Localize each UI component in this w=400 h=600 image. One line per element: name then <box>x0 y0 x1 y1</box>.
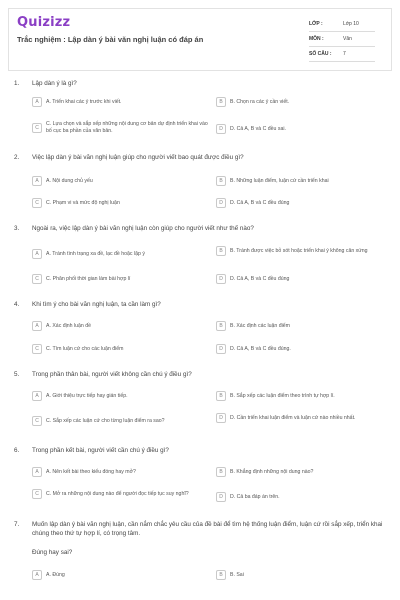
option-letter: D <box>216 344 226 354</box>
option-text: C. Phân phối thời gian làm bài hợp lí <box>46 275 131 282</box>
option-letter: C <box>32 416 42 426</box>
option-letter: A <box>32 467 42 477</box>
meta-class-label: LỚP : <box>309 21 323 27</box>
question-text: Trong phần kết bài, người viết cần chú ý điều gì? <box>32 447 169 454</box>
meta-count-label: SỐ CÂU : <box>309 51 332 57</box>
option-text: A. Xác định luận đề <box>46 322 91 329</box>
option-letter: B <box>216 391 226 401</box>
option-letter: D <box>216 413 226 423</box>
option-d[interactable] <box>216 198 386 208</box>
meta-count <box>309 47 375 62</box>
option-text: B. Sắp xếp các luận điểm theo trình tự hợp lí. <box>230 392 335 399</box>
option-text: A. Nội dung chủ yếu <box>46 177 93 184</box>
option-text: C. Phạm vi và mức độ nghị luận <box>46 199 120 206</box>
option-text: B. Những luận điểm, luận cứ cần triển khai <box>230 177 329 184</box>
question-number: 3. <box>14 225 20 232</box>
option-text: C. Mở ra những nội dung nào để người đọc tiếp tục suy nghĩ? <box>46 490 189 497</box>
question-prompt: Đúng hay sai? <box>32 549 73 556</box>
option-c[interactable] <box>32 121 212 134</box>
question-number: 6. <box>14 447 20 454</box>
meta-subject-label: MÔN : <box>309 36 324 42</box>
option-letter: B <box>216 176 226 186</box>
meta-class <box>309 17 375 32</box>
option-text: D. Cần triển khai luận điểm và luận cứ nào nhiều nhất. <box>230 414 356 421</box>
option-text: C. Lựa chọn và sắp xếp những nội dung cơ bản dự định triển khai vào bố cục ba phần của văn bản. <box>46 121 208 134</box>
option-a[interactable] <box>32 97 202 107</box>
question-text: Trong phần thân bài, người viết không cần chú ý điều gì? <box>32 371 192 378</box>
worksheet-meta <box>309 17 375 62</box>
option-b[interactable] <box>216 97 386 107</box>
question-number: 1. <box>14 80 20 87</box>
option-text: A. Tránh tình trạng xa đề, lạc đề hoặc lặp ý <box>46 250 145 257</box>
option-letter: D <box>216 274 226 284</box>
option-letter: A <box>32 249 42 259</box>
question-number: 5. <box>14 371 20 378</box>
question-number: 4. <box>14 301 20 308</box>
option-text: D. Cả A, B và C đều đúng. <box>230 345 291 352</box>
option-b[interactable] <box>216 570 386 580</box>
option-a[interactable] <box>32 321 202 331</box>
option-text: D. Cả A, B và C đều sai. <box>230 125 286 132</box>
option-text: C. Sắp xếp các luận cứ cho từng luận điểm ra sao? <box>46 417 165 424</box>
option-letter: A <box>32 391 42 401</box>
option-letter: A <box>32 176 42 186</box>
option-letter: B <box>216 321 226 331</box>
option-letter: D <box>216 492 226 502</box>
question-text: Việc lập dàn ý bài văn nghị luận giúp cho người viết bao quát được điều gì? <box>32 154 244 161</box>
question-text: Ngoài ra, việc lập dàn ý bài văn nghị luận còn giúp cho người viết như thế nào? <box>32 225 254 232</box>
option-d[interactable] <box>216 274 386 284</box>
quizizz-logo: Quizizz <box>17 15 71 30</box>
option-c[interactable] <box>32 274 202 284</box>
option-letter: C <box>32 198 42 208</box>
option-text: D. Cả ba đáp án trên. <box>230 493 280 500</box>
option-letter: B <box>216 97 226 107</box>
option-c[interactable] <box>32 198 202 208</box>
option-letter: A <box>32 321 42 331</box>
option-letter: C <box>32 123 42 133</box>
question-number: 2. <box>14 154 20 161</box>
worksheet-header <box>8 8 392 71</box>
option-text: B. Xác định các luận điểm <box>230 322 290 329</box>
option-b[interactable] <box>216 246 386 256</box>
option-a[interactable] <box>32 467 202 477</box>
option-a[interactable] <box>32 176 202 186</box>
question-text: Khi tìm ý cho bài văn nghị luận, ta cần làm gì? <box>32 301 161 308</box>
option-d[interactable] <box>216 344 386 354</box>
option-d[interactable] <box>216 124 386 134</box>
option-c[interactable] <box>32 489 212 499</box>
option-text: B. Tránh được việc bỏ sót hoặc triển khai ý không cân xứng <box>230 247 368 254</box>
meta-class-value: Lớp 10 <box>343 21 359 27</box>
option-letter: C <box>32 489 42 499</box>
meta-subject-value: Văn <box>343 36 352 42</box>
option-d[interactable] <box>216 492 386 502</box>
option-text: A. Nên kết bài theo kiểu đóng hay mở? <box>46 468 136 475</box>
option-c[interactable] <box>32 344 202 354</box>
option-text: B. Sai <box>230 571 244 578</box>
option-text: A. Giới thiệu trực tiếp hay gián tiếp. <box>46 392 128 399</box>
option-text: B. Khẳng định những nội dung nào? <box>230 468 314 475</box>
option-a[interactable] <box>32 570 202 580</box>
option-letter: A <box>32 570 42 580</box>
option-letter: B <box>216 570 226 580</box>
option-a[interactable] <box>32 249 202 259</box>
worksheet-title: Trắc nghiệm : Lập dàn ý bài văn nghị luận có đáp án <box>17 35 204 44</box>
option-letter: D <box>216 198 226 208</box>
option-letter: D <box>216 124 226 134</box>
meta-subject <box>309 32 375 47</box>
option-text: A. Triển khai các ý trước khi viết. <box>46 98 122 105</box>
option-text: D. Cả A, B và C đều đúng <box>230 199 290 206</box>
question-text: Lập dàn ý là gì? <box>32 80 77 87</box>
question-text: Muốn lập dàn ý bài văn nghị luận, cần nắm chắc yêu cầu của đề bài để tìm hệ thống luận điểm, luận cứ rồi sắp xếp, triển khai chúng theo thứ tự hợp lí, có trọng tâm. <box>32 521 383 537</box>
option-text: C. Tìm luận cứ cho các luận điểm <box>46 345 124 352</box>
option-b[interactable] <box>216 176 386 186</box>
option-text: A. Đúng <box>46 571 65 578</box>
option-letter: B <box>216 467 226 477</box>
option-b[interactable] <box>216 391 386 401</box>
option-letter: A <box>32 97 42 107</box>
option-text: D. Cả A, B và C đều đúng <box>230 275 290 282</box>
option-letter: C <box>32 274 42 284</box>
option-letter: C <box>32 344 42 354</box>
option-c[interactable] <box>32 416 212 426</box>
option-text: B. Chọn ra các ý cần viết. <box>230 98 290 105</box>
question-number: 7. <box>14 521 20 528</box>
option-d[interactable] <box>216 413 388 423</box>
meta-count-value: 7 <box>343 51 346 57</box>
option-b[interactable] <box>216 467 386 477</box>
option-letter: B <box>216 246 226 256</box>
option-b[interactable] <box>216 321 386 331</box>
option-a[interactable] <box>32 391 202 401</box>
